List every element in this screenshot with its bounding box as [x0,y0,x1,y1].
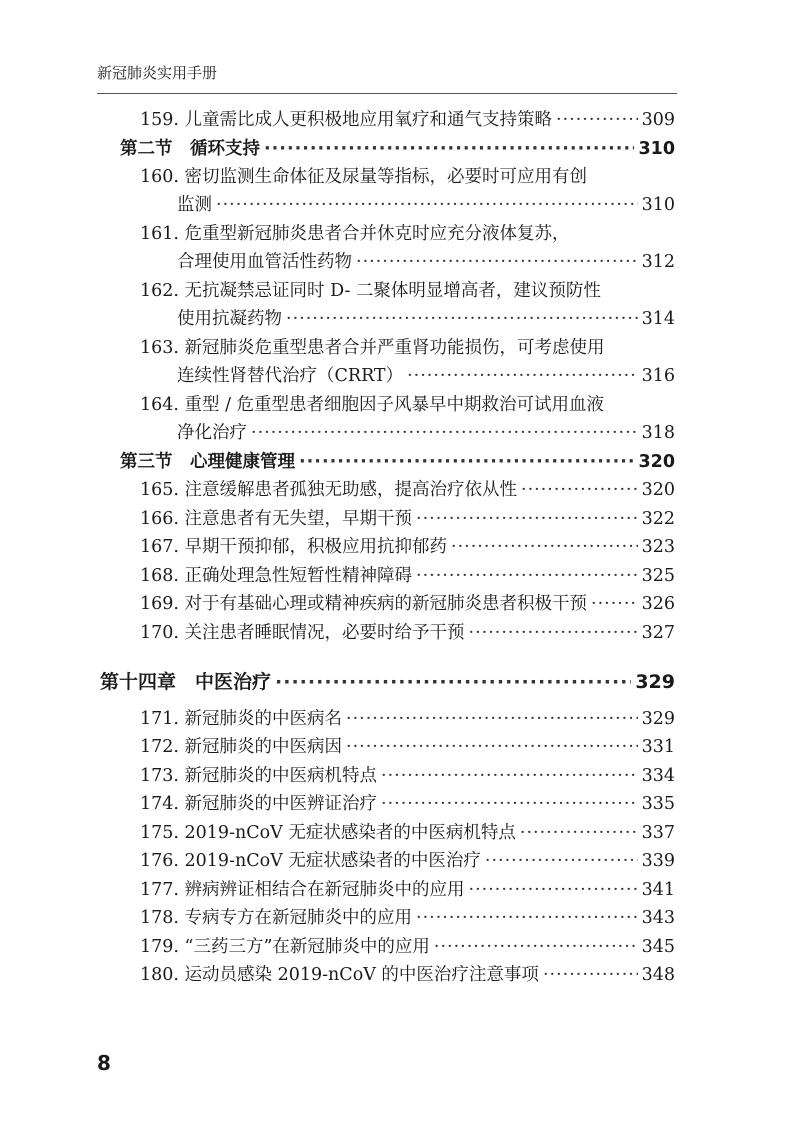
toc-page-number: 314 [641,309,675,329]
dot-leader [416,562,638,590]
page-number: 8 [97,1051,111,1075]
toc-entry-180[interactable] [140,961,675,989]
toc-section-2[interactable] [120,135,675,163]
dot-leader [346,733,638,761]
dot-leader [416,505,638,533]
dot-leader [381,790,638,818]
dot-leader [264,135,634,163]
toc-entry-163-line1[interactable] [140,334,675,362]
toc-chapter-title: 第十四章 中医治疗 [100,671,272,693]
toc-section-title: 第二节 循环支持 [120,139,260,159]
toc-page-number: 331 [641,737,675,757]
dot-leader [346,705,638,733]
toc-entry-title: 168. 正确处理急性短暂性精神障碍 [140,566,413,586]
toc-page-number: 310 [638,139,675,159]
toc-entry-title-cont: 使用抗凝药物 [177,309,282,329]
toc-page-number: 348 [641,965,675,985]
toc-entry-167[interactable] [140,533,675,561]
toc-entry-177[interactable] [140,876,675,904]
toc-entry-title: 160. 密切监测生命体征及尿量等指标，必要时可应用有创 [140,167,588,187]
dot-leader [591,590,638,618]
dot-leader [469,619,638,647]
dot-leader [216,191,638,219]
toc-entry-title: 162. 无抗凝禁忌证同时 D- 二聚体明显增高者，建议预防性 [140,281,601,301]
dot-leader [434,933,638,961]
dot-leader [286,305,638,333]
dot-leader [356,248,638,276]
toc-page-number: 337 [641,823,675,843]
toc-entry-title: 179. “三药三方”在新冠肺炎中的应用 [140,937,430,957]
toc-entry-title: 171. 新冠肺炎的中医病名 [140,709,343,729]
toc-page-number: 329 [641,709,675,729]
dot-leader [520,819,638,847]
dot-leader [407,362,637,390]
dot-leader [299,448,634,476]
toc-entry-160-line2[interactable] [177,191,675,219]
toc-entry-176[interactable] [140,847,675,875]
toc-entry-161-line2[interactable] [177,248,675,276]
toc-entry-title: 161. 危重型新冠肺炎患者合并休克时应充分液体复苏， [140,224,570,244]
toc-entry-166[interactable] [140,505,675,533]
toc-page-number: 310 [641,195,675,215]
toc-entry-162-line2[interactable] [177,305,675,333]
toc-page-number: 345 [641,937,675,957]
toc-entry-162-line1[interactable] [140,277,675,305]
toc-entry-title: 166. 注意患者有无失望，早期干预 [140,509,413,529]
toc-entry-173[interactable] [140,762,675,790]
dot-leader [485,847,638,875]
toc-entry-title: 173. 新冠肺炎的中医病机特点 [140,766,378,786]
toc-entry-160-line1[interactable] [140,163,675,191]
toc-entry-159[interactable] [140,106,675,134]
dot-leader [381,762,638,790]
toc-page-number: 320 [641,480,675,500]
toc-entry-title: 163. 新冠肺炎危重型患者合并严重肾功能损伤，可考虑使用 [140,338,605,358]
toc-page-number: 312 [641,252,675,272]
toc-entry-165[interactable] [140,476,675,504]
toc-page-number: 327 [641,623,675,643]
toc-entry-title: 176. 2019-nCoV 无症状感染者的中医治疗 [140,851,481,871]
toc-entry-title: 178. 专病专方在新冠肺炎中的应用 [140,908,413,928]
dot-leader [416,904,638,932]
toc-entry-170[interactable] [140,619,675,647]
dot-leader [451,533,638,561]
toc-page-number: 334 [641,766,675,786]
toc-page-number: 323 [641,537,675,557]
toc-page-number: 326 [641,594,675,614]
dot-leader [556,106,638,134]
toc-entry-179[interactable] [140,933,675,961]
header-rule [97,93,677,94]
toc-entry-172[interactable] [140,733,675,761]
toc-page-number: 316 [641,366,675,386]
running-header: 新冠肺炎实用手册 [97,64,218,82]
toc-page-number: 339 [641,851,675,871]
toc-entry-175[interactable] [140,819,675,847]
toc-page-number: 325 [641,566,675,586]
toc-entry-title: 165. 注意缓解患者孤独无助感，提高治疗依从性 [140,480,518,500]
toc-entry-title-cont: 净化治疗 [177,423,247,443]
toc-entry-title: 169. 对于有基础心理或精神疾病的新冠肺炎患者积极干预 [140,594,588,614]
dot-leader [275,668,631,696]
dot-leader [469,876,638,904]
toc-entry-title-cont: 监测 [177,195,212,215]
toc-entry-title: 175. 2019-nCoV 无症状感染者的中医病机特点 [140,823,516,843]
toc-section-3[interactable] [120,448,675,476]
toc-page-number: 335 [641,794,675,814]
toc-entry-title: 177. 辨病辨证相结合在新冠肺炎中的应用 [140,880,465,900]
toc-entry-title-cont: 连续性肾替代治疗（CRRT） [177,366,404,386]
toc-entry-169[interactable] [140,590,675,618]
toc-entry-title: 174. 新冠肺炎的中医辨证治疗 [140,794,378,814]
toc-entry-title: 180. 运动员感染 2019-nCoV 的中医治疗注意事项 [140,965,539,985]
toc-page-number: 343 [641,908,675,928]
toc-section-title: 第三节 心理健康管理 [120,452,295,472]
dot-leader [543,961,638,989]
toc-entry-title: 172. 新冠肺炎的中医病因 [140,737,343,757]
toc-entry-title: 164. 重型 / 危重型患者细胞因子风暴早中期救治可试用血液 [140,395,605,415]
toc-entry-title-cont: 合理使用血管活性药物 [177,252,352,272]
toc-entry-title: 167. 早期干预抑郁，积极应用抗抑郁药 [140,537,448,557]
toc-entry-161-line1[interactable] [140,220,675,248]
toc-entry-title: 159. 儿童需比成人更积极地应用氧疗和通气支持策略 [140,110,553,130]
toc-entry-168[interactable] [140,562,675,590]
toc-page-number: 318 [641,423,675,443]
dot-leader [521,476,638,504]
toc-page-number: 322 [641,509,675,529]
toc-page-number: 320 [638,452,675,472]
toc-entry-171[interactable] [140,705,675,733]
toc-page-number: 329 [635,671,675,693]
toc-entry-164-line1[interactable] [140,391,675,419]
toc-page-number: 309 [641,110,675,130]
toc-chapter-14[interactable] [100,668,675,696]
toc-entry-174[interactable] [140,790,675,818]
toc-page-number: 341 [641,880,675,900]
dot-leader [251,419,638,447]
toc-entry-178[interactable] [140,904,675,932]
toc-entry-164-line2[interactable] [177,419,675,447]
toc-entry-163-line2[interactable] [177,362,675,390]
toc-entry-title: 170. 关注患者睡眠情况，必要时给予干预 [140,623,465,643]
